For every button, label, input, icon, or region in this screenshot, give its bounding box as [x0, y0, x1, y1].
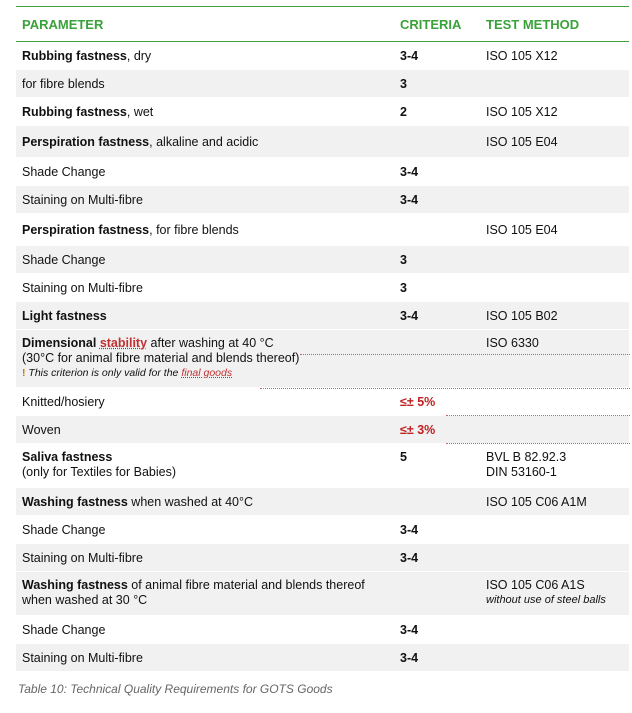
washing30-method	[480, 578, 629, 615]
row-parameter	[16, 135, 394, 149]
saliva-method2: DIN 53160-1	[486, 465, 557, 479]
row-parameter: Staining on Multi-fibre	[22, 550, 143, 565]
parameter-rest: Shade Change	[22, 164, 106, 179]
tracked-change-line	[300, 354, 630, 355]
table-row	[16, 98, 629, 126]
note-bang: !	[22, 367, 26, 379]
parameter-rest: , for fibre blends	[149, 222, 239, 237]
tracked-change-line	[446, 415, 630, 416]
row-criteria: 3	[400, 280, 407, 295]
parameter-rest: Shade Change	[22, 252, 106, 267]
washing30-param	[16, 578, 394, 615]
knitted-label: Knitted/hosiery	[22, 394, 105, 409]
table-row-woven	[16, 416, 629, 444]
row-parameter	[16, 193, 394, 207]
header-criteria: CRITERIA	[400, 16, 462, 32]
saliva-bold: Saliva fastness	[22, 450, 113, 464]
row-parameter	[16, 309, 394, 323]
row-criteria: 2	[400, 104, 407, 119]
note-link: final goods	[181, 367, 233, 379]
row-criteria: 3-4	[400, 192, 419, 207]
saliva-method	[480, 450, 629, 487]
dimensional-param	[16, 336, 394, 387]
saliva-method1: BVL B 82.92.3	[486, 450, 567, 464]
table-row	[16, 644, 629, 672]
table-row	[16, 158, 629, 186]
table-row	[16, 186, 629, 214]
row-criteria: 3-4	[400, 48, 419, 63]
row-criteria: 3	[400, 76, 407, 91]
row-parameter: Staining on Multi-fibre	[22, 650, 143, 665]
quality-requirements-table	[16, 6, 629, 672]
saliva-line2: (only for Textiles for Babies)	[22, 465, 176, 479]
table-caption: Table 10: Technical Quality Requirements for GOTS Goods	[18, 682, 333, 696]
saliva-criteria: 5	[400, 450, 407, 464]
table-row-washing40	[16, 488, 629, 516]
saliva-param	[16, 450, 394, 487]
row-test-method: ISO 105 E04	[486, 134, 558, 149]
header-parameter: PARAMETER	[22, 16, 104, 32]
dimensional-edited-word: stability	[99, 336, 148, 350]
woven-label: Woven	[22, 422, 61, 437]
note-text: This criterion is only valid for the	[25, 367, 182, 379]
row-parameter	[16, 165, 394, 179]
tracked-change-line	[446, 443, 630, 444]
row-parameter	[16, 223, 394, 237]
dimensional-bold: Dimensional	[22, 336, 97, 350]
row-parameter	[16, 281, 394, 295]
dimensional-method: ISO 6330	[486, 336, 539, 350]
dimensional-line2: (30°C for animal fibre material and blends thereof)	[22, 351, 300, 365]
parameter-rest: for fibre blends	[22, 76, 105, 91]
washing30-method1: ISO 105 C06 A1S	[486, 578, 585, 592]
parameter-rest: , wet	[126, 104, 154, 119]
header-test-method: TEST METHOD	[486, 16, 580, 32]
table-row	[16, 214, 629, 246]
row-parameter	[16, 77, 394, 91]
row-parameter	[16, 253, 394, 267]
woven-criteria: ≤± 3%	[400, 422, 436, 437]
row-test-method: ISO 105 X12	[486, 48, 558, 63]
table-row	[16, 516, 629, 544]
row-test-method: ISO 105 E04	[486, 222, 558, 237]
parameter-rest: Staining on Multi-fibre	[22, 280, 143, 295]
row-criteria: 3	[400, 252, 407, 267]
washing40-rest: when washed at 40°C	[127, 494, 254, 509]
parameter-rest: , alkaline and acidic	[149, 134, 259, 149]
row-criteria: 3-4	[400, 522, 419, 537]
row-test-method: ISO 105 B02	[486, 308, 558, 323]
washing30-rest: of animal fibre material and blends thereof	[127, 578, 365, 592]
parameter-bold: Perspiration fastness	[22, 222, 150, 237]
table-row-dimensional	[16, 330, 629, 388]
washing30-bold: Washing fastness	[22, 578, 128, 592]
washing40-param	[16, 495, 394, 509]
row-criteria: 3-4	[400, 308, 419, 323]
table-row	[16, 42, 629, 70]
table-row-saliva	[16, 444, 629, 488]
table-row	[16, 126, 629, 158]
washing40-method: ISO 105 C06 A1M	[486, 494, 587, 509]
dimensional-note	[22, 366, 388, 381]
parameter-bold: Rubbing fastness	[22, 48, 127, 63]
row-criteria: 3-4	[400, 164, 419, 179]
table-header	[16, 6, 629, 42]
row-test-method: ISO 105 X12	[486, 104, 558, 119]
table-row-washing30	[16, 572, 629, 616]
row-parameter	[16, 49, 394, 63]
parameter-bold: Light fastness	[22, 308, 107, 323]
parameter-bold: Perspiration fastness	[22, 134, 150, 149]
row-parameter	[16, 105, 394, 119]
row-parameter: Shade Change	[22, 522, 106, 537]
tracked-change-line	[260, 388, 630, 389]
table-row-knitted	[16, 388, 629, 416]
knitted-criteria: ≤± 5%	[400, 394, 436, 409]
row-parameter: Shade Change	[22, 622, 106, 637]
table-row	[16, 302, 629, 330]
table-row	[16, 70, 629, 98]
row-criteria: 3-4	[400, 622, 419, 637]
row-criteria: 3-4	[400, 650, 419, 665]
parameter-rest: Staining on Multi-fibre	[22, 192, 143, 207]
dimensional-rest: after washing at 40 °C	[147, 336, 274, 350]
parameter-bold: Rubbing fastness	[22, 104, 127, 119]
table-row	[16, 616, 629, 644]
parameter-rest: , dry	[126, 48, 152, 63]
washing30-method2: without use of steel balls	[486, 594, 606, 606]
washing30-line2: when washed at 30 °C	[22, 593, 148, 607]
table-row	[16, 544, 629, 572]
table-row	[16, 246, 629, 274]
row-criteria: 3-4	[400, 550, 419, 565]
table-row	[16, 274, 629, 302]
washing40-bold: Washing fastness	[22, 494, 128, 509]
